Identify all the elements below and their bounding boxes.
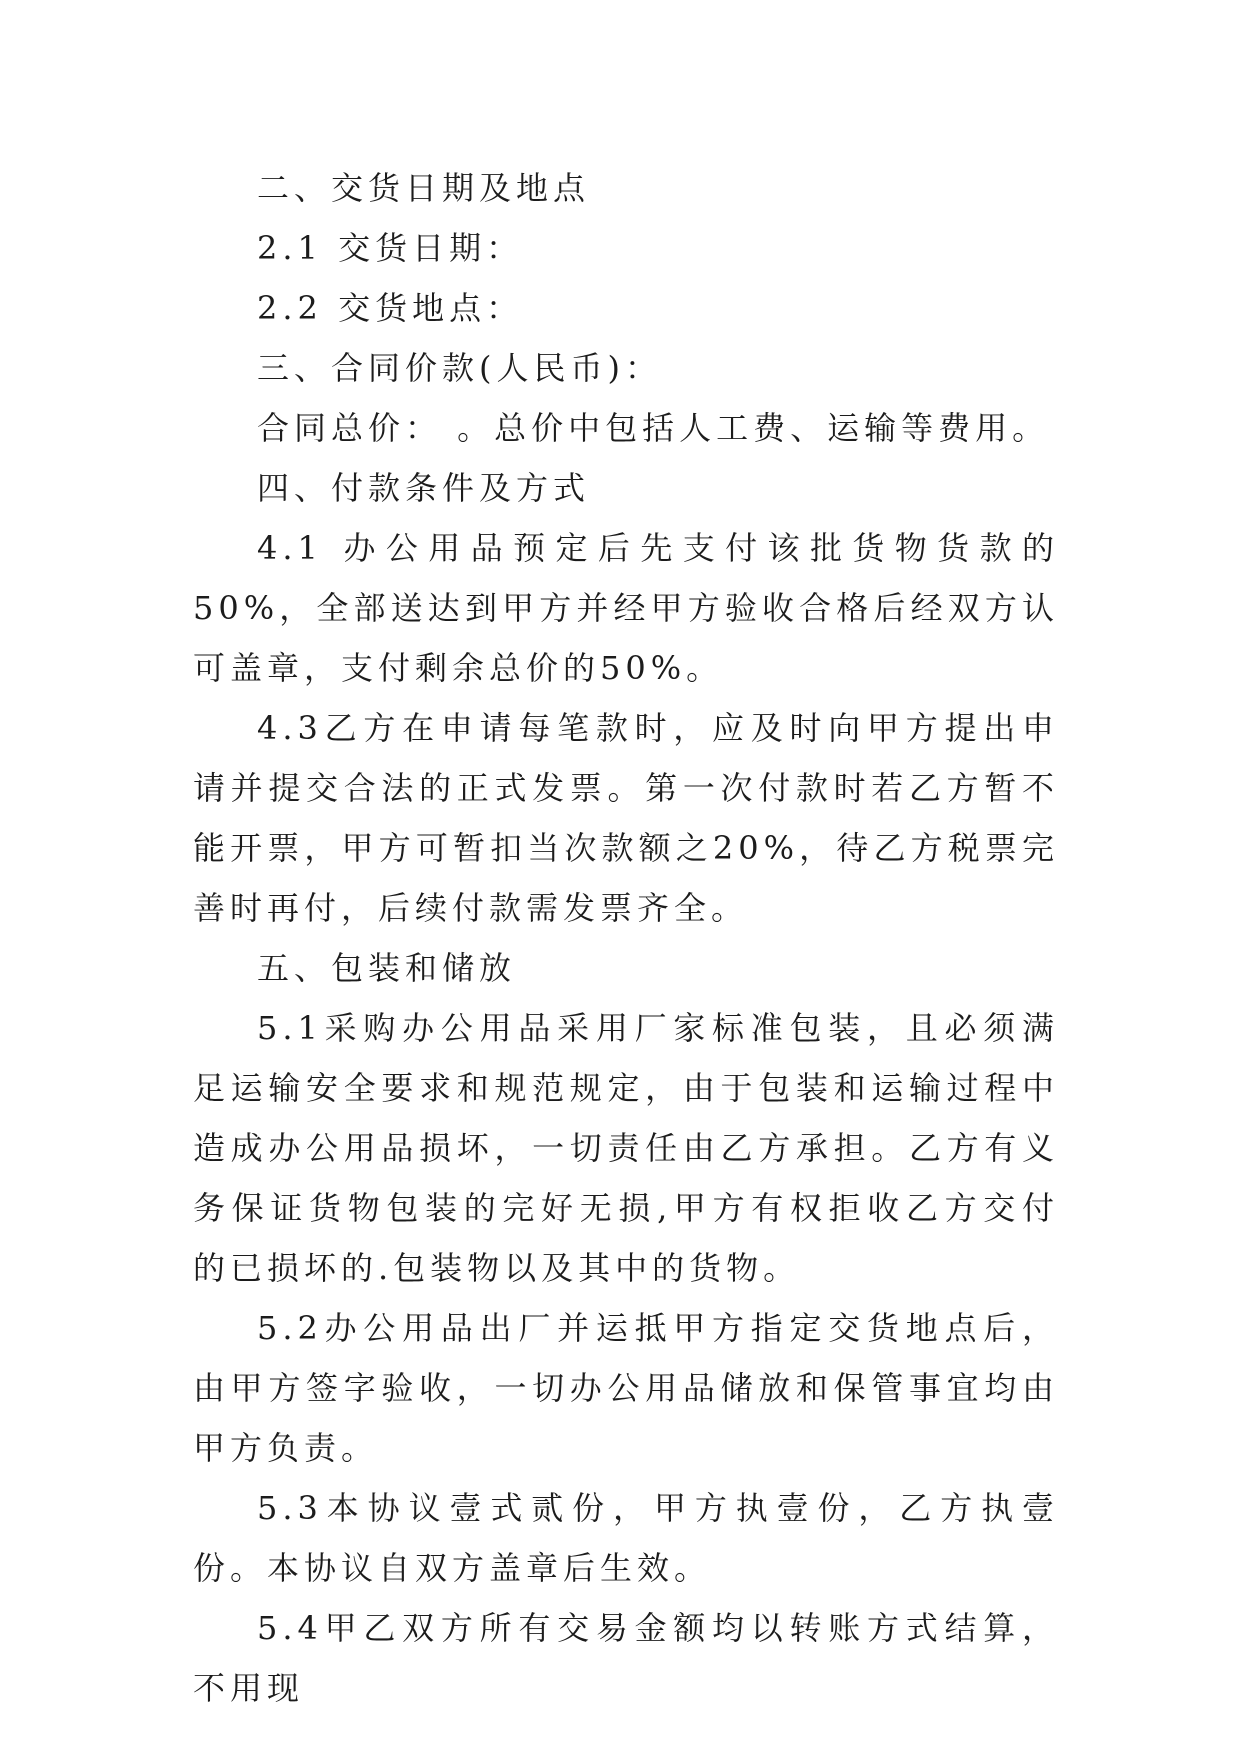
clause-2-2-delivery-place: 2.2 交货地点： (257, 289, 524, 327)
document-body (193, 158, 1059, 1718)
clause-5-2: 5.2办公用品出厂并运抵甲方指定交货地点后，由甲方签字验收，一切办公用品储放和保管事宜均由甲方负责。 (193, 1309, 1059, 1467)
clause-5-4: 5.4甲乙双方所有交易金额均以转账方式结算，不用现 (193, 1609, 1059, 1707)
section-heading-packaging: 五、包装和储放 (257, 949, 517, 987)
clause-2-1-delivery-date: 2.1 交货日期： (257, 229, 524, 267)
clause-5-1: 5.1采购办公用品采用厂家标准包装，且必须满足运输安全要求和规范规定，由于包装和运输过程中造成办公用品损坏，一切责任由乙方承担。乙方有义务保证货物包装的完好无损,甲方有权拒收乙方交付的已损坏的.包装物以及其中的货物。 (193, 1009, 1059, 1287)
section-heading-contract-price: 三、合同价款(人民币)： (257, 349, 662, 387)
clause-4-1: 4.1 办公用品预定后先支付该批货物货款的50%，全部送达到甲方并经甲方验收合格后经双方认可盖章，支付剩余总价的50%。 (193, 529, 1059, 687)
section-heading-payment: 四、付款条件及方式 (257, 469, 591, 507)
section-heading-delivery: 二、交货日期及地点 (257, 169, 591, 207)
clause-5-3: 5.3本协议壹式贰份，甲方执壹份，乙方执壹份。本协议自双方盖章后生效。 (193, 1489, 1059, 1587)
clause-4-3: 4.3乙方在申请每笔款时，应及时向甲方提出申请并提交合法的正式发票。第一次付款时若乙方暂不能开票，甲方可暂扣当次款额之20%，待乙方税票完善时再付，后续付款需发票齐全。 (193, 709, 1059, 927)
contract-total-price: 合同总价： 。总价中包括人工费、运输等费用。 (257, 409, 1050, 447)
